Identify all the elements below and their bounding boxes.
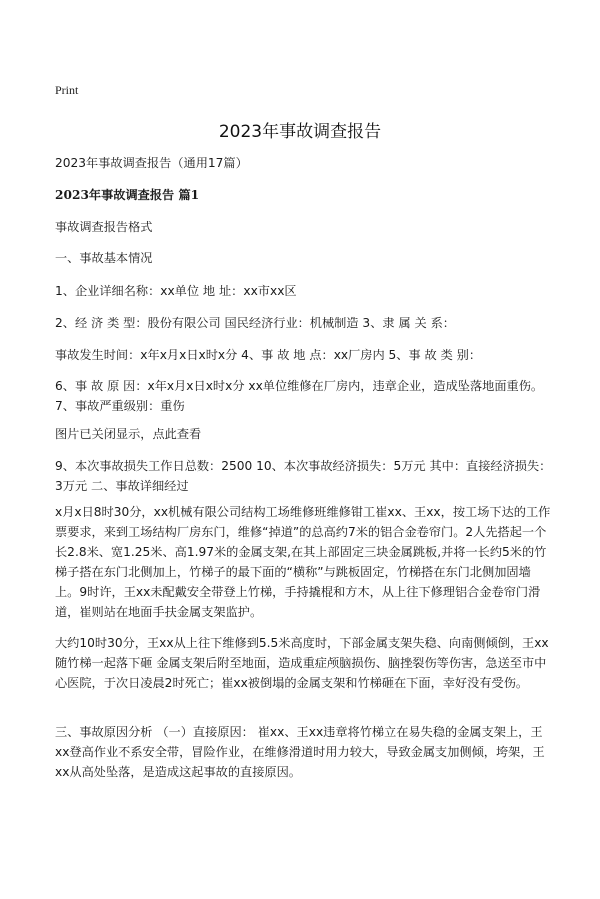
paragraph-detail-1: x月x日8时30分，xx机械有限公司结构工场维修班维修钳工崔xx、王xx，按工场下达的工作票要求，来到工场结构厂房东门，维修“掉道”的总高约7米的铝合金卷帘门。2人先搭起一个长2.8米、宽1.25米、高1.97米的金属支架,在其上部固定三块金属跳板,并将一长约5米的竹梯子搭在东门北侧加上，竹梯子的最下面的“横称”与跳板固定，竹梯搭在东门北侧加固墙上。9时许，王xx未配戴安全带登上竹梯，手持撬棍和方木，从上往下修理铝合金卷帘门滑道，崔则站在地面手扶金属支架监护。 bbox=[55, 505, 551, 619]
paragraph-detail-2: 大约10时30分，王xx从上往下维修到5.5米高度时，下部金属支架失稳、向南侧倾倒，王xx随竹梯一起落下砸 金属支架后附至地面，造成重症颅脑损伤、脑挫裂伤等伤害，急送至市中心医院，于次日凌晨2时死亡；崔xx被倒塌的金属支架和竹梯砸在下面，幸好没有受伤。 bbox=[55, 636, 549, 690]
paragraph-loss: 9、本次事故损失工作日总数：2500 10、本次事故经济损失：5万元 其中：直接经济损失：3万元 二、事故详细经过 bbox=[55, 459, 552, 493]
print-label[interactable]: Print bbox=[55, 83, 79, 97]
paragraph-economy-type: 2、经 济 类 型：股份有限公司 国民经济行业：机械制造 3、隶 属 关 系： bbox=[55, 316, 455, 330]
image-placeholder-link[interactable]: 图片已关闭显示，点此查看 bbox=[55, 427, 202, 441]
paragraph-cause: 6、事 故 原 因：x年x月x日x时x分 xx单位维修在厂房内，违章企业，造成坠落地面重伤。 7、事故严重级别：重伤 bbox=[55, 379, 544, 413]
section-heading: 2023年事故调查报告 篇1 bbox=[55, 188, 200, 202]
paragraph-basic-info: 一、事故基本情况 bbox=[55, 251, 153, 265]
paragraph-format: 事故调查报告格式 bbox=[55, 220, 153, 234]
paragraph-cause-analysis: 三、事故原因分析 （一）直接原因： 崔xx、王xx违章将竹梯立在易失稳的金属支架上，王xx登高作业不系安全带，冒险作业，在维修滑道时用力较大，导致金属支加侧倾，垮架，王xx从高处坠落，是造成这起事故的直接原因。 bbox=[55, 725, 545, 779]
document-subtitle: 2023年事故调查报告（通用17篇） bbox=[55, 156, 248, 170]
paragraph-time-location: 事故发生时间：x年x月x日x时x分 4、事 故 地 点：xx厂房内 5、事 故 类 别： bbox=[55, 348, 482, 362]
document-title: 2023年事故调查报告 bbox=[218, 122, 382, 142]
paragraph-company: 1、企业详细名称：xx单位 地 址：xx市xx区 bbox=[55, 284, 297, 298]
